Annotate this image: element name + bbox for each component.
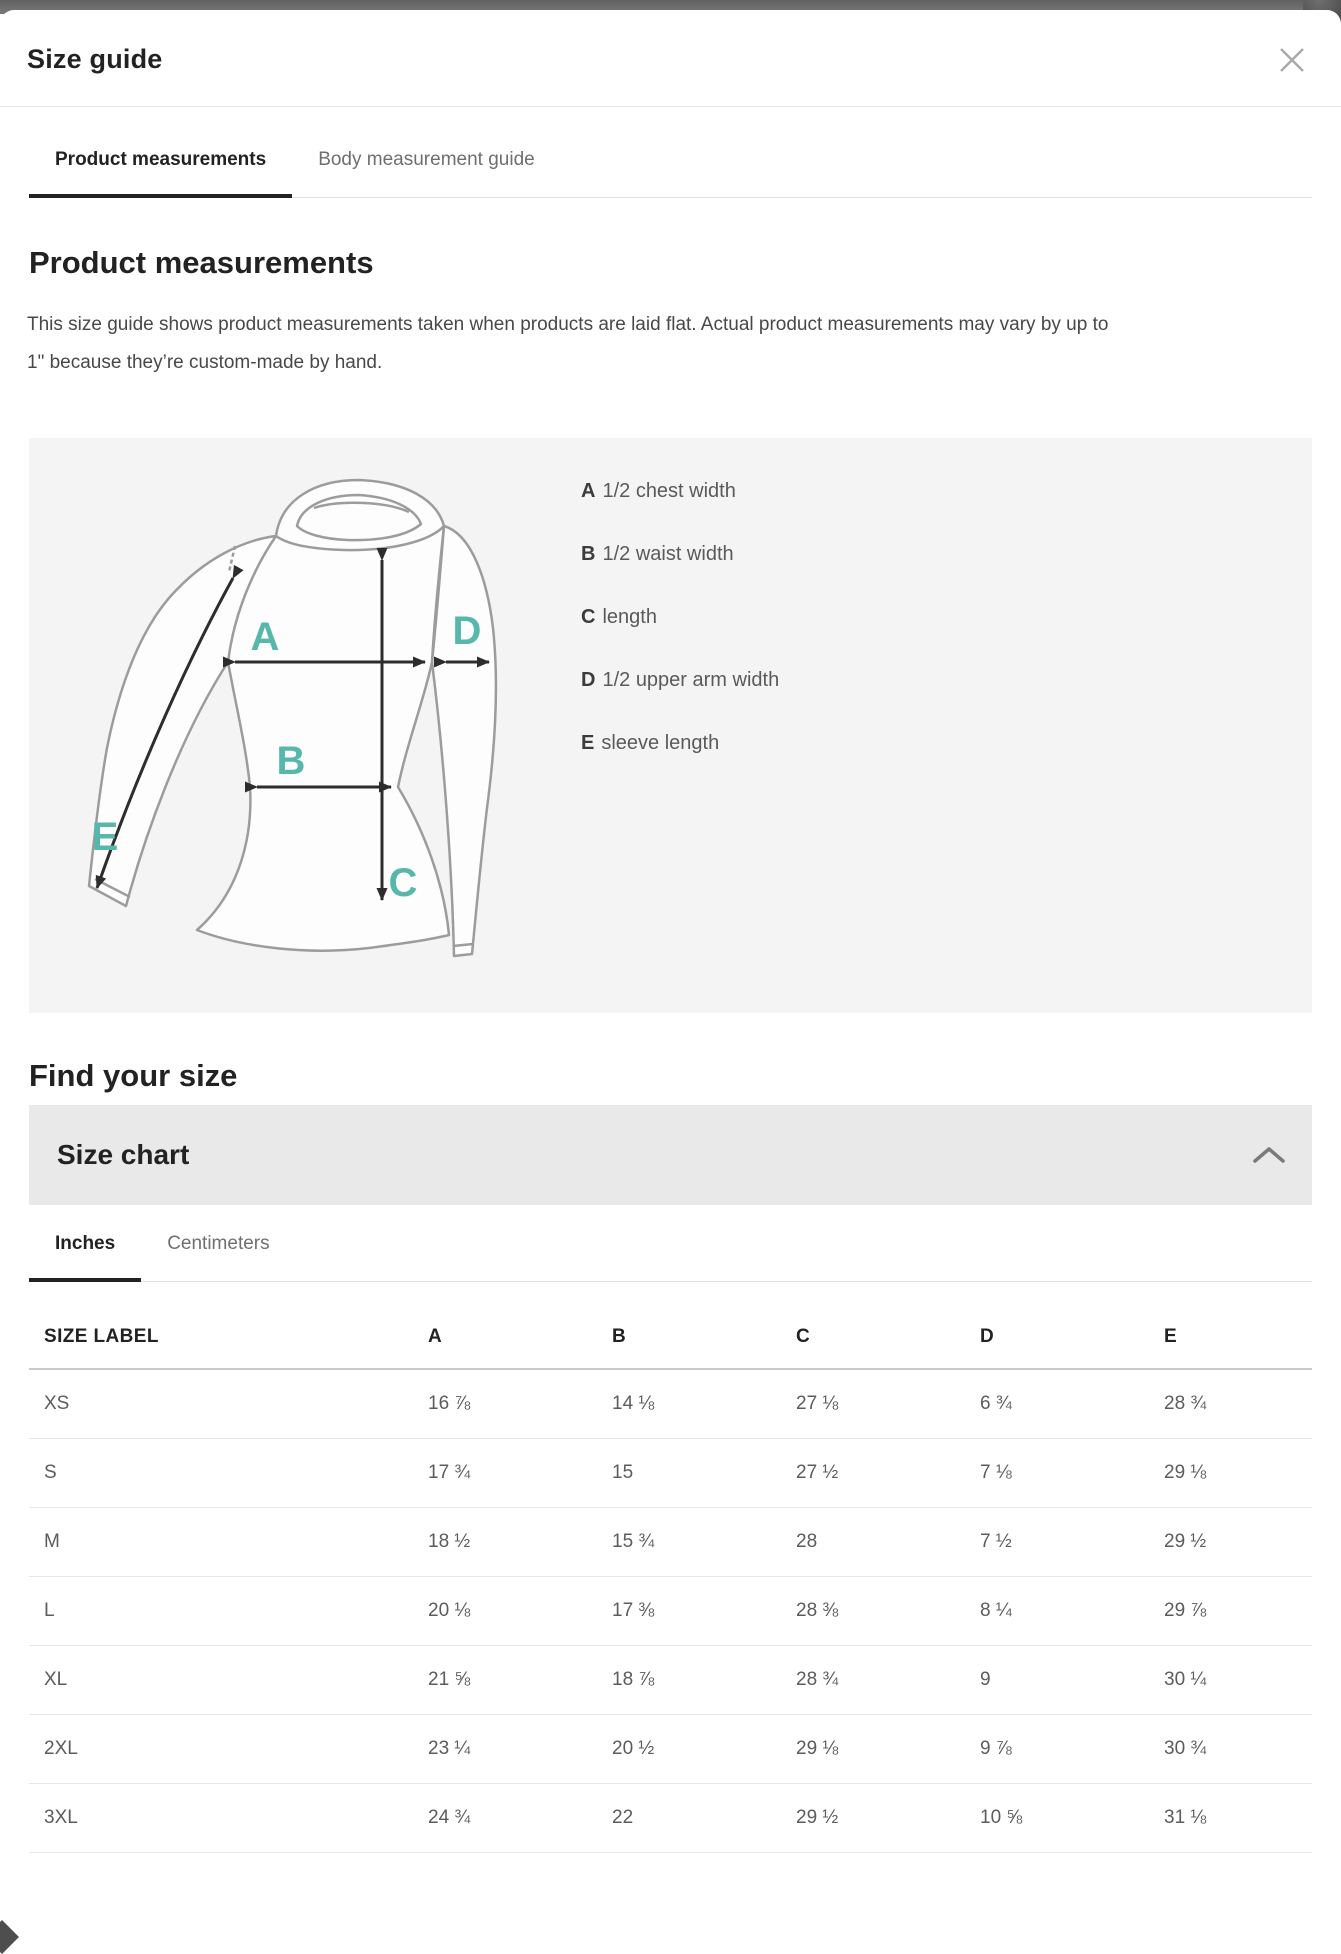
size-chart-table bbox=[29, 1286, 1312, 1853]
measurement-cell: 15 bbox=[612, 1439, 796, 1508]
measurement-cell: 21 ⅝ bbox=[428, 1646, 612, 1715]
measurement-cell: 8 ¼ bbox=[980, 1577, 1164, 1646]
table-row-xs bbox=[29, 1369, 1312, 1439]
table-row-3xl bbox=[29, 1784, 1312, 1853]
table-row-l bbox=[29, 1577, 1312, 1646]
legend-key: A bbox=[581, 480, 595, 502]
find-your-size-heading: Find your size bbox=[29, 1057, 1312, 1095]
size-label-cell: 3XL bbox=[29, 1784, 428, 1853]
table-row-xl bbox=[29, 1646, 1312, 1715]
letter-c: C bbox=[389, 861, 418, 905]
measurement-cell: 28 ¾ bbox=[1164, 1369, 1312, 1439]
measurement-cell: 30 ¼ bbox=[1164, 1646, 1312, 1715]
measurement-cell: 6 ¾ bbox=[980, 1369, 1164, 1439]
measurement-cell: 20 ⅛ bbox=[428, 1577, 612, 1646]
measurement-cell: 29 ⅞ bbox=[1164, 1577, 1312, 1646]
legend-item-b bbox=[581, 543, 779, 606]
legend-key: B bbox=[581, 543, 595, 565]
legend-item-a bbox=[581, 480, 779, 543]
chevron-up-icon bbox=[1252, 1146, 1286, 1164]
tab-product-measurements[interactable]: Product measurements bbox=[29, 147, 292, 197]
measurement-cell: 16 ⅞ bbox=[428, 1369, 612, 1439]
size-label-cell: XS bbox=[29, 1369, 428, 1439]
close-icon bbox=[1278, 46, 1306, 74]
legend-item-d bbox=[581, 669, 779, 732]
legend-key: C bbox=[581, 606, 595, 628]
column-header-a: A bbox=[428, 1286, 612, 1369]
measurement-cell: 14 ⅛ bbox=[612, 1369, 796, 1439]
size-label-cell: 2XL bbox=[29, 1715, 428, 1784]
legend-key: E bbox=[581, 732, 594, 754]
size-label-cell: L bbox=[29, 1577, 428, 1646]
tab-centimeters[interactable]: Centimeters bbox=[141, 1231, 295, 1281]
measurement-cell: 28 ⅜ bbox=[796, 1577, 980, 1646]
shirt-outline bbox=[89, 480, 496, 956]
tab-body-measurement-guide[interactable]: Body measurement guide bbox=[292, 147, 561, 197]
measurement-cell: 20 ½ bbox=[612, 1715, 796, 1784]
modal-header bbox=[0, 10, 1341, 107]
size-chart-title: Size chart bbox=[57, 1139, 189, 1171]
table-header-row bbox=[29, 1286, 1312, 1369]
legend-text: 1/2 upper arm width bbox=[602, 669, 779, 691]
measurement-cell: 7 ½ bbox=[980, 1508, 1164, 1577]
size-guide-modal bbox=[0, 10, 1341, 1939]
measurement-cell: 28 bbox=[796, 1508, 980, 1577]
measurement-cell: 30 ¾ bbox=[1164, 1715, 1312, 1784]
measurement-cell: 29 ½ bbox=[1164, 1508, 1312, 1577]
diagram-legend bbox=[581, 480, 779, 795]
measurement-cell: 29 ½ bbox=[796, 1784, 980, 1853]
column-header-d: D bbox=[980, 1286, 1164, 1369]
column-header-b: B bbox=[612, 1286, 796, 1369]
table-row-m bbox=[29, 1508, 1312, 1577]
measurement-cell: 24 ¾ bbox=[428, 1784, 612, 1853]
measurement-cell: 31 ⅛ bbox=[1164, 1784, 1312, 1853]
modal-title: Size guide bbox=[27, 40, 1305, 78]
close-button[interactable] bbox=[1277, 46, 1307, 76]
measurement-cell: 17 ⅜ bbox=[612, 1577, 796, 1646]
letter-d: D bbox=[453, 609, 482, 653]
letter-b: B bbox=[277, 739, 306, 783]
size-chart-accordion-header[interactable] bbox=[29, 1105, 1312, 1205]
measurement-cell: 15 ¾ bbox=[612, 1508, 796, 1577]
letter-a: A bbox=[251, 615, 280, 659]
measurement-cell: 28 ¾ bbox=[796, 1646, 980, 1715]
legend-text: 1/2 chest width bbox=[602, 480, 735, 502]
measurement-cell: 9 ⅞ bbox=[980, 1715, 1164, 1784]
measurement-cell: 29 ⅛ bbox=[1164, 1439, 1312, 1508]
measurement-cell: 18 ½ bbox=[428, 1508, 612, 1577]
legend-text: sleeve length bbox=[601, 732, 719, 754]
column-header-size-label: SIZE LABEL bbox=[29, 1286, 428, 1369]
measurement-cell: 22 bbox=[612, 1784, 796, 1853]
legend-text: 1/2 waist width bbox=[602, 543, 733, 565]
guide-tabs bbox=[29, 147, 1312, 198]
letter-e: E bbox=[92, 815, 119, 859]
size-label-cell: XL bbox=[29, 1646, 428, 1715]
size-label-cell: M bbox=[29, 1508, 428, 1577]
measurement-cell: 27 ⅛ bbox=[796, 1369, 980, 1439]
legend-item-c bbox=[581, 606, 779, 669]
measurement-cell: 29 ⅛ bbox=[796, 1715, 980, 1784]
size-label-cell: S bbox=[29, 1439, 428, 1508]
measurement-cell: 18 ⅞ bbox=[612, 1646, 796, 1715]
measurement-cell: 10 ⅝ bbox=[980, 1784, 1164, 1853]
table-row-2xl bbox=[29, 1715, 1312, 1784]
legend-item-e bbox=[581, 732, 779, 795]
measurement-cell: 23 ¼ bbox=[428, 1715, 612, 1784]
column-header-e: E bbox=[1164, 1286, 1312, 1369]
legend-text: length bbox=[602, 606, 657, 628]
legend-key: D bbox=[581, 669, 595, 691]
tab-inches[interactable]: Inches bbox=[29, 1231, 141, 1281]
measurement-cell: 7 ⅛ bbox=[980, 1439, 1164, 1508]
measurement-diagram-panel bbox=[29, 438, 1312, 1013]
column-header-c: C bbox=[796, 1286, 980, 1369]
section-heading: Product measurements bbox=[29, 244, 1312, 282]
measurement-cell: 27 ½ bbox=[796, 1439, 980, 1508]
section-description: This size guide shows product measurements taken when products are laid flat. Actual product measurements may vary by up to 1" because they’re custom-made by hand. bbox=[27, 306, 1122, 382]
table-row-s bbox=[29, 1439, 1312, 1508]
unit-tabs bbox=[29, 1231, 1312, 1282]
measurement-cell: 9 bbox=[980, 1646, 1164, 1715]
measurement-cell: 17 ¾ bbox=[428, 1439, 612, 1508]
